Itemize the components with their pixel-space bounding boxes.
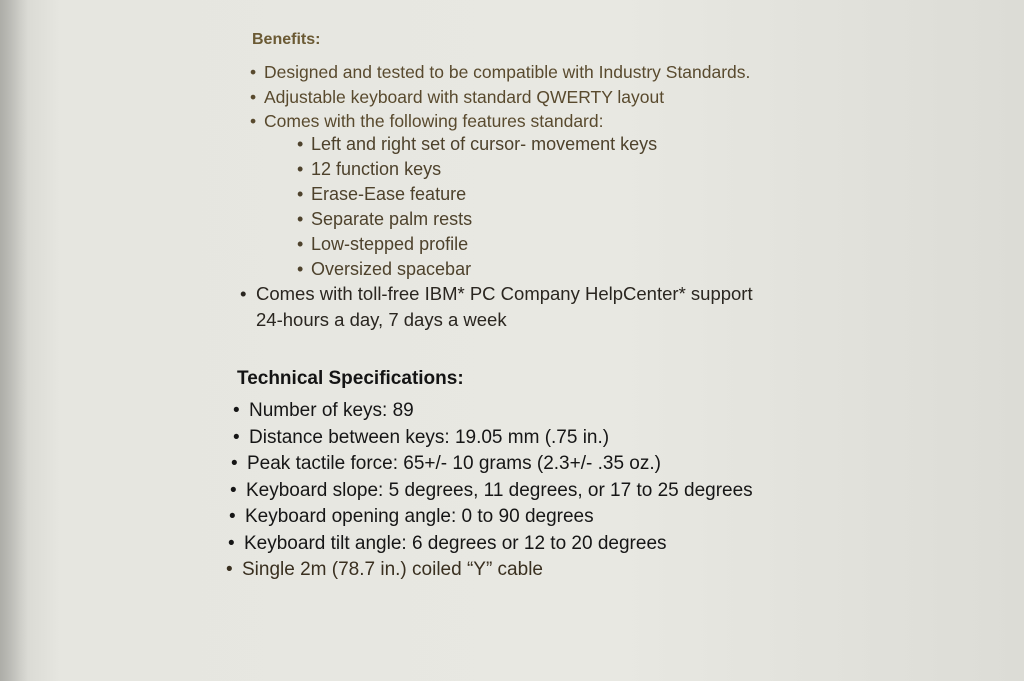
bullet-icon: • <box>297 234 304 254</box>
feature-text: Oversized spacebar <box>311 259 472 279</box>
spec-text: Number of keys: 89 <box>249 400 414 421</box>
bullet-icon: • <box>250 86 257 107</box>
bullet-icon: • <box>229 506 236 527</box>
spec-item <box>233 398 756 425</box>
spec-text: Distance between keys: 19.05 mm (.75 in.) <box>249 426 610 448</box>
benefits-heading: Benefits: <box>252 31 321 48</box>
feature-text: Separate palm rests <box>311 209 473 229</box>
bullet-icon: • <box>297 159 304 179</box>
bullet-icon: • <box>233 426 240 448</box>
feature-item <box>297 182 657 207</box>
spec-item <box>228 531 751 558</box>
support-line-2: 24-hours a day, 7 days a week <box>256 309 507 330</box>
bullet-icon: • <box>231 453 238 474</box>
feature-text: 12 function keys <box>311 159 442 179</box>
bullet-icon: • <box>297 134 304 154</box>
page-edge-shadow <box>0 0 28 681</box>
benefit-text: Adjustable keyboard with standard QWERTY layout <box>264 86 665 107</box>
spec-text: Keyboard slope: 5 degrees, 11 degrees, or 17 to 25 degrees <box>246 479 753 501</box>
spec-text: Keyboard tilt angle: 6 degrees or 12 to 20 degrees <box>244 532 667 554</box>
feature-item <box>297 207 657 232</box>
helpcenter-support-item <box>240 281 753 333</box>
bullet-icon: • <box>228 532 235 554</box>
bullet-icon: • <box>233 400 240 421</box>
benefit-text: Designed and tested to be compatible with Industry Standards. <box>264 62 751 82</box>
benefit-text: Comes with the following features standard: <box>264 111 604 131</box>
spec-item <box>230 478 753 505</box>
bullet-icon: • <box>250 111 257 131</box>
spec-item <box>233 425 756 452</box>
spec-text: Single 2m (78.7 in.) coiled “Y” cable <box>242 559 543 580</box>
feature-text: Low-stepped profile <box>311 234 469 254</box>
spec-text: Peak tactile force: 65+/- 10 grams (2.3+/- .35 oz.) <box>247 453 661 474</box>
spec-text: Keyboard opening angle: 0 to 90 degrees <box>245 506 594 527</box>
support-line-1: Comes with toll-free IBM* PC Company HelpCenter* support <box>256 283 753 304</box>
spec-item <box>231 451 754 478</box>
bullet-icon: • <box>250 62 257 82</box>
feature-item <box>297 232 657 257</box>
bullet-icon: • <box>297 184 304 204</box>
bullet-icon: • <box>297 259 304 279</box>
spec-item <box>226 557 749 584</box>
bullet-icon: • <box>230 479 237 501</box>
benefit-item <box>250 60 750 85</box>
benefit-item <box>250 85 750 110</box>
spec-item <box>229 504 752 531</box>
standard-features-list <box>297 132 657 282</box>
feature-item <box>297 157 657 182</box>
bullet-icon: • <box>226 559 233 580</box>
feature-item <box>297 257 657 282</box>
specifications-list <box>226 398 756 584</box>
feature-text: Erase-Ease feature <box>311 184 467 204</box>
feature-text: Left and right set of cursor- movement keys <box>311 134 658 154</box>
bullet-icon: • <box>240 283 247 304</box>
feature-item <box>297 132 657 157</box>
benefit-item <box>250 109 750 134</box>
bullet-icon: • <box>297 209 304 229</box>
benefits-list <box>250 60 750 134</box>
technical-specifications-heading: Technical Specifications: <box>237 368 464 389</box>
